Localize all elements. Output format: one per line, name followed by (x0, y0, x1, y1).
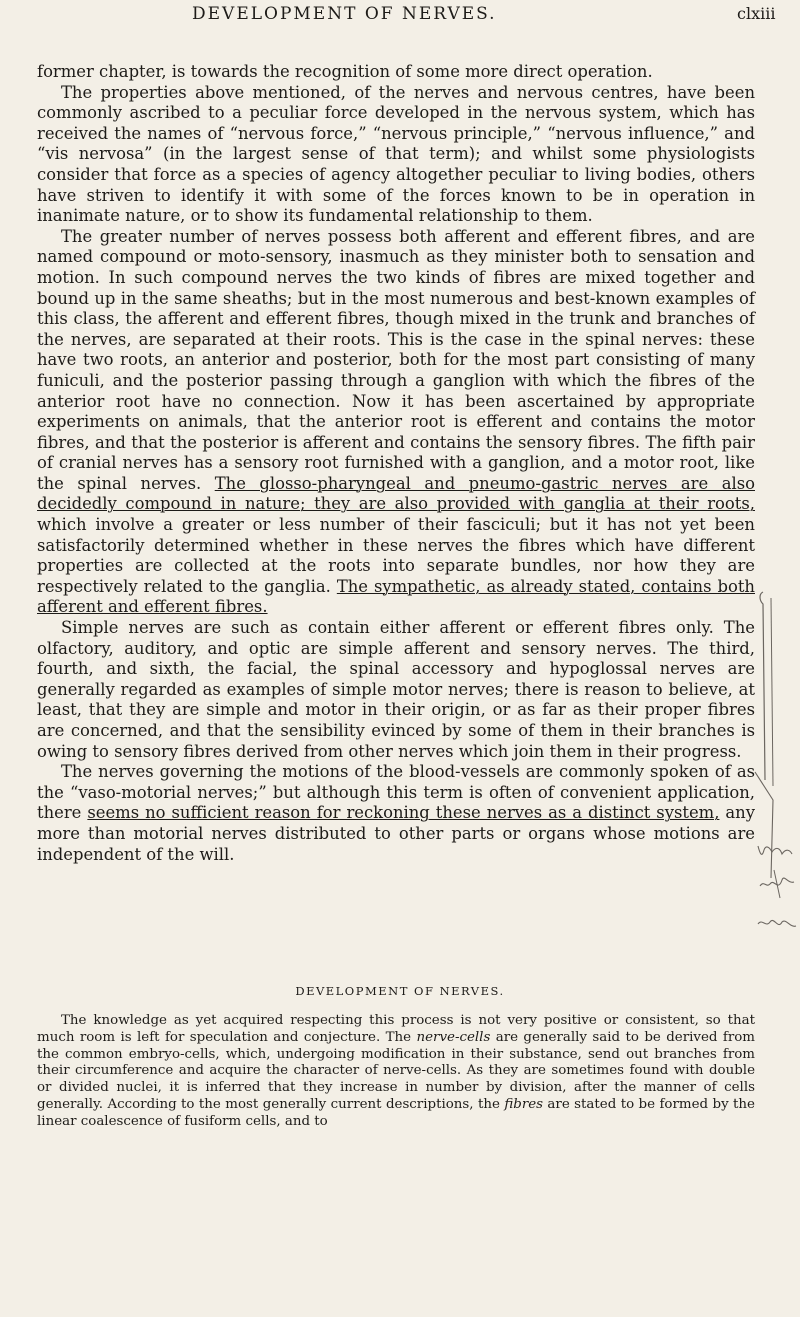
italic-term-fibres: fibres (504, 1096, 544, 1112)
vaso-motor-text-continued: any more than motorial nerves distributed to other parts or organs whose motions are independent of the will. (37, 803, 755, 864)
underlined-passage-distinct-system: seems no sufficient reason for reckoning these nerves as a distinct system, (87, 803, 720, 823)
development-text-end: are stated to be formed by the linear coalescence of fusiform cells, and to (37, 1096, 755, 1129)
running-title: DEVELOPMENT OF NERVES. (192, 4, 497, 24)
section-body (37, 1013, 755, 1131)
underlined-passage-sympathetic: The sympathetic, as already stated, contains both afferent and efferent fibres. (37, 576, 755, 617)
section-heading: DEVELOPMENT OF NERVES. (295, 984, 505, 998)
body-text (37, 62, 755, 865)
paragraph-compound-nerves (37, 227, 755, 618)
pencil-bracket-mark (757, 590, 777, 790)
handwritten-annotation (752, 840, 800, 970)
paragraph-nervous-force: The properties above mentioned, of the nerves and nervous centres, have been commonly ascribed to a peculiar force developed in the nervous system, which has received the names of “nervous force,” “nervous principle,” “nervous influence,” and “vis nervosa” (in the largest sense of that term); and whilst some physiologists consider that force as a species of agency altogether peculiar to living bodies, others have striven to identify it with some of the forces known to be in operation in inanimate nature, or to show its fundamental relationship to them. (37, 82, 755, 226)
compound-nerves-text-continued: which involve a greater or less number of their fasciculi; but it has not yet been satisfactorily determined whether in these nerves the fibres which have different properties are collected at the roots into separate bundles, nor how they are respectively related to the ganglia. (37, 515, 755, 596)
development-text-continued: are generally said to be derived from the common embryo-cells, which, undergoing modification in their substance, send out branches from their circumference and acquire the character of nerve-cells. As they are sometimes found with double or divided nuclei, it is inferred that they increase in number by division, after the manner of cells generally. According to the most generally current descriptions, the (37, 1029, 755, 1112)
paragraph-continuation: former chapter, is towards the recognition of some more direct operation. (37, 62, 653, 81)
page-number: clxiii (737, 4, 776, 23)
underlined-passage-glosso-pharyngeal: The glosso-pharyngeal and pneumo-gastric nerves are also decidedly compound in nature; they are also provided with ganglia at their roots, (37, 473, 755, 514)
paragraph-vaso-motor (37, 762, 755, 865)
italic-term-nerve-cells: nerve-cells (416, 1029, 491, 1045)
development-text: The knowledge as yet acquired respecting this process is not very positive or consistent, so that much room is left for speculation and conjecture. The (37, 1013, 755, 1045)
paragraph-development (37, 1013, 755, 1131)
running-head (0, 4, 800, 34)
paragraph-simple-nerves: Simple nerves are such as contain either afferent or efferent fibres only. The olfactory, auditory, and optic are simple afferent and sensory nerves. The third, fourth, and sixth, the facial, the spinal accessory and hypoglossal nerves are generally regarded as examples of simple motor nerves; there is reason to believe, at least, that they are simple and motor in their origin, or as far as their proper fibres are concerned, and that the sensibility evinced by some of them in their branches is owing to sensory fibres derived from other nerves which join them in their progress. (37, 618, 755, 761)
vaso-motor-text: The nerves governing the motions of the blood-vessels are commonly spoken of as the “vaso-motorial nerves;” but although this term is often of convenient application, there (37, 762, 755, 823)
compound-nerves-text: The greater number of nerves possess both afferent and efferent fibres, and are named compound or moto-sensory, inasmuch as they minister both to sensation and motion. In such compound nerves the two kinds of fibres are mixed together and bound up in the same sheaths; but in the most numerous and best-known examples of this class, the afferent and efferent fibres, though mixed in the trunk and branches of the nerves, are separated at their roots. This is the case in the spinal nerves: these have two roots, an anterior and posterior, both for the most part consisting of many funiculi, and the posterior passing through a ganglion with which the fibres of the anterior root have no connection. Now it has been ascertained by appropriate experiments on animals, that the anterior root is efferent and contains the motor fibres, and that the posterior is afferent and contains the sensory fibres. The fifth pair of cranial nerves has a sensory root furnished with a ganglion, and a motor root, like the spinal nerves. (37, 226, 755, 493)
